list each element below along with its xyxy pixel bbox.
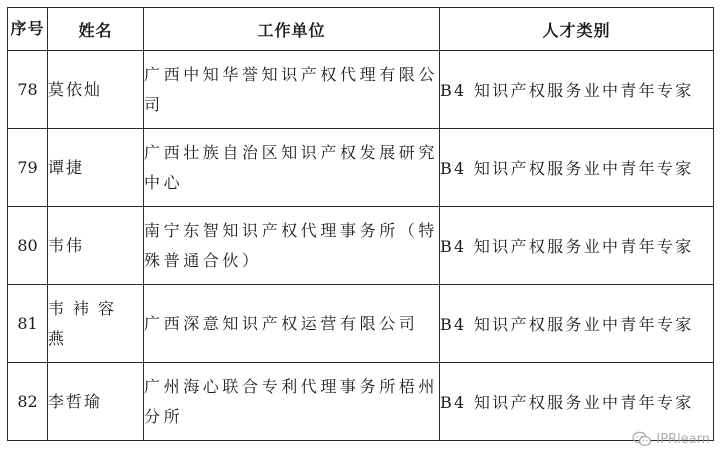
header-name: 姓名 <box>48 8 144 51</box>
row-unit: 广西壮族自治区知识产权发展研究中心 <box>144 129 440 207</box>
table-row <box>8 285 714 363</box>
row-name: 李哲瑜 <box>48 363 144 441</box>
header-category: 人才类别 <box>440 8 714 51</box>
row-name: 谭捷 <box>48 129 144 207</box>
table-row <box>8 207 714 285</box>
row-seq: 81 <box>8 285 48 363</box>
row-unit: 广西深意知识产权运营有限公司 <box>144 285 440 363</box>
row-name: 韦袆容燕 <box>48 285 144 363</box>
row-seq: 78 <box>8 51 48 129</box>
row-category: B4 知识产权服务业中青年专家 <box>440 207 714 285</box>
watermark-text: IPRlearn <box>656 431 710 447</box>
watermark <box>632 431 710 447</box>
table-row <box>8 51 714 129</box>
row-category: B4 知识产权服务业中青年专家 <box>440 129 714 207</box>
row-category: B4 知识产权服务业中青年专家 <box>440 285 714 363</box>
row-seq: 82 <box>8 363 48 441</box>
row-seq: 79 <box>8 129 48 207</box>
table-row <box>8 363 714 441</box>
row-name: 韦伟 <box>48 207 144 285</box>
table-row <box>8 129 714 207</box>
header-seq: 序号 <box>8 8 48 51</box>
row-unit: 广西中知华誉知识产权代理有限公司 <box>144 51 440 129</box>
row-name: 莫依灿 <box>48 51 144 129</box>
talent-roster-table <box>7 7 714 441</box>
wechat-icon <box>632 431 652 447</box>
row-category: B4 知识产权服务业中青年专家 <box>440 363 714 441</box>
row-category: B4 知识产权服务业中青年专家 <box>440 51 714 129</box>
header-unit: 工作单位 <box>144 8 440 51</box>
row-unit: 广州海心联合专利代理事务所梧州分所 <box>144 363 440 441</box>
row-seq: 80 <box>8 207 48 285</box>
table-header-row <box>8 8 714 51</box>
row-unit: 南宁东智知识产权代理事务所（特殊普通合伙） <box>144 207 440 285</box>
